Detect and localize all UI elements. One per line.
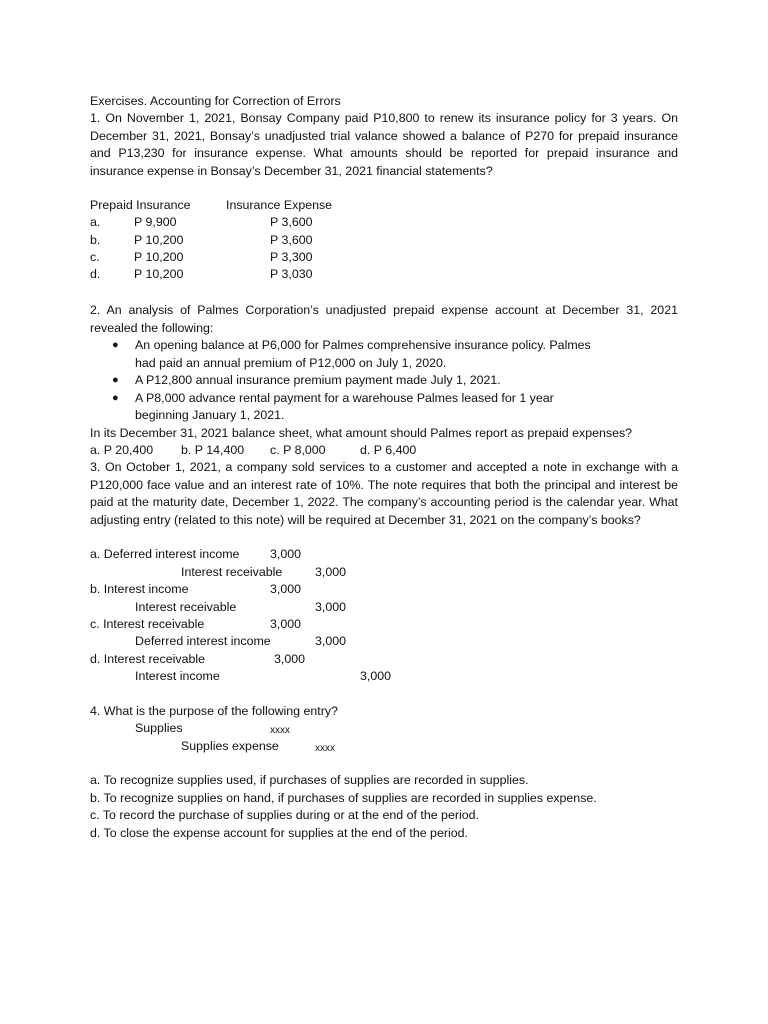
q3-entry-debit-amount: 3,000 xyxy=(270,547,302,561)
q3-entry-credit-amount: 3,000 xyxy=(315,565,347,579)
q3-entry-debit: c. Interest receivable xyxy=(90,617,205,631)
q1-header-expense: Insurance Expense xyxy=(226,198,333,212)
q2-choice: c. P 8,000 xyxy=(270,443,326,457)
q1-option-letter: d. xyxy=(90,267,101,281)
q1-option-prepaid: P 10,200 xyxy=(134,233,184,247)
q4-credit-account: Supplies expense xyxy=(181,739,279,753)
question-2-text: In its December 31, 2021 balance sheet, what amount should Palmes report as prepaid expenses? xyxy=(90,426,633,440)
q3-entry-credit-amount: 3,000 xyxy=(360,669,392,683)
q1-header-prepaid: Prepaid Insurance xyxy=(90,198,191,212)
question-1-text: 1. On November 1, 2021, Bonsay Company paid P10,800 to renew its insurance policy for 3 years. On December 31, 2021, Bonsay’s unadjusted trial valance showed a balance of P270 for prepaid insurance and P13,230 for insurance expense. What amounts should be reported for prepaid insurance and insurance expense in Bonsay’s December 31, 2021 financial statements? xyxy=(90,111,678,178)
q3-entry-debit: d. Interest receivable xyxy=(90,652,206,666)
q1-option-letter: a. xyxy=(90,215,101,229)
q4-choice: d. To close the expense account for supplies at the end of the period. xyxy=(90,826,468,840)
q3-entry-credit-amount: 3,000 xyxy=(315,634,347,648)
q4-credit-amount: xxxx xyxy=(315,743,335,754)
q3-entry-credit: Interest receivable xyxy=(135,600,237,614)
q4-choice: a. To recognize supplies used, if purchases of supplies are recorded in supplies. xyxy=(90,773,529,787)
q2-choice: d. P 6,400 xyxy=(360,443,417,457)
bullet-dot-icon: ● xyxy=(112,374,119,386)
q2-bullet-line: beginning January 1, 2021. xyxy=(135,408,285,422)
bullet-dot-icon: ● xyxy=(112,339,119,351)
q1-option-letter: c. xyxy=(90,250,100,264)
q4-choice: b. To recognize supplies on hand, if purchases of supplies are recorded in supplies expense. xyxy=(90,791,597,805)
q3-entry-debit-amount: 3,000 xyxy=(274,652,306,666)
q2-bullet-line: An opening balance at P6,000 for Palmes comprehensive insurance policy. Palmes xyxy=(135,338,591,352)
q3-entry-debit: b. Interest income xyxy=(90,582,189,596)
q3-entry-credit: Interest receivable xyxy=(181,565,283,579)
q2-choice: b. P 14,400 xyxy=(181,443,245,457)
q3-entry-credit-amount: 3,000 xyxy=(315,600,347,614)
q2-bullet-line: had paid an annual premium of P12,000 on July 1, 2020. xyxy=(135,356,447,370)
q4-choice: c. To record the purchase of supplies during or at the end of the period. xyxy=(90,808,479,822)
q1-option-letter: b. xyxy=(90,233,101,247)
question-2-intro: 2. An analysis of Palmes Corporation’s unadjusted prepaid expense account at December 31, 2021 revealed the following: xyxy=(90,303,678,335)
q1-option-expense: P 3,600 xyxy=(270,215,313,229)
q1-option-prepaid: P 9,900 xyxy=(134,215,177,229)
q4-debit-amount: xxxx xyxy=(270,725,290,736)
bullet-dot-icon: ● xyxy=(112,392,119,404)
q4-debit-account: Supplies xyxy=(135,721,183,735)
q1-option-prepaid: P 10,200 xyxy=(134,267,184,281)
q1-option-expense: P 3,600 xyxy=(270,233,313,247)
q3-entry-debit: a. Deferred interest income xyxy=(90,547,240,561)
q1-option-expense: P 3,300 xyxy=(270,250,313,264)
q3-entry-debit-amount: 3,000 xyxy=(270,617,302,631)
question-4-text: 4. What is the purpose of the following entry? xyxy=(90,704,338,718)
page-title: Exercises. Accounting for Correction of Errors xyxy=(90,94,341,108)
question-3-text: 3. On October 1, 2021, a company sold services to a customer and accepted a note in exchange with a P120,000 face value and an interest rate of 10%. The note requires that both the principal and interest be paid at the maturity date, December 1, 2022. The company’s accounting period is the calendar year. What adjusting entry (related to this note) will be required at December 31, 2021 on the company’s books? xyxy=(90,460,678,527)
q1-option-expense: P 3,030 xyxy=(270,267,313,281)
q1-option-prepaid: P 10,200 xyxy=(134,250,184,264)
q2-choice: a. P 20,400 xyxy=(90,443,154,457)
q3-entry-credit: Deferred interest income xyxy=(135,634,271,648)
q2-bullet-line: A P8,000 advance rental payment for a warehouse Palmes leased for 1 year xyxy=(135,391,554,405)
q3-entry-credit: Interest income xyxy=(135,669,220,683)
q3-entry-debit-amount: 3,000 xyxy=(270,582,302,596)
q2-bullet-line: A P12,800 annual insurance premium payment made July 1, 2021. xyxy=(135,373,501,387)
